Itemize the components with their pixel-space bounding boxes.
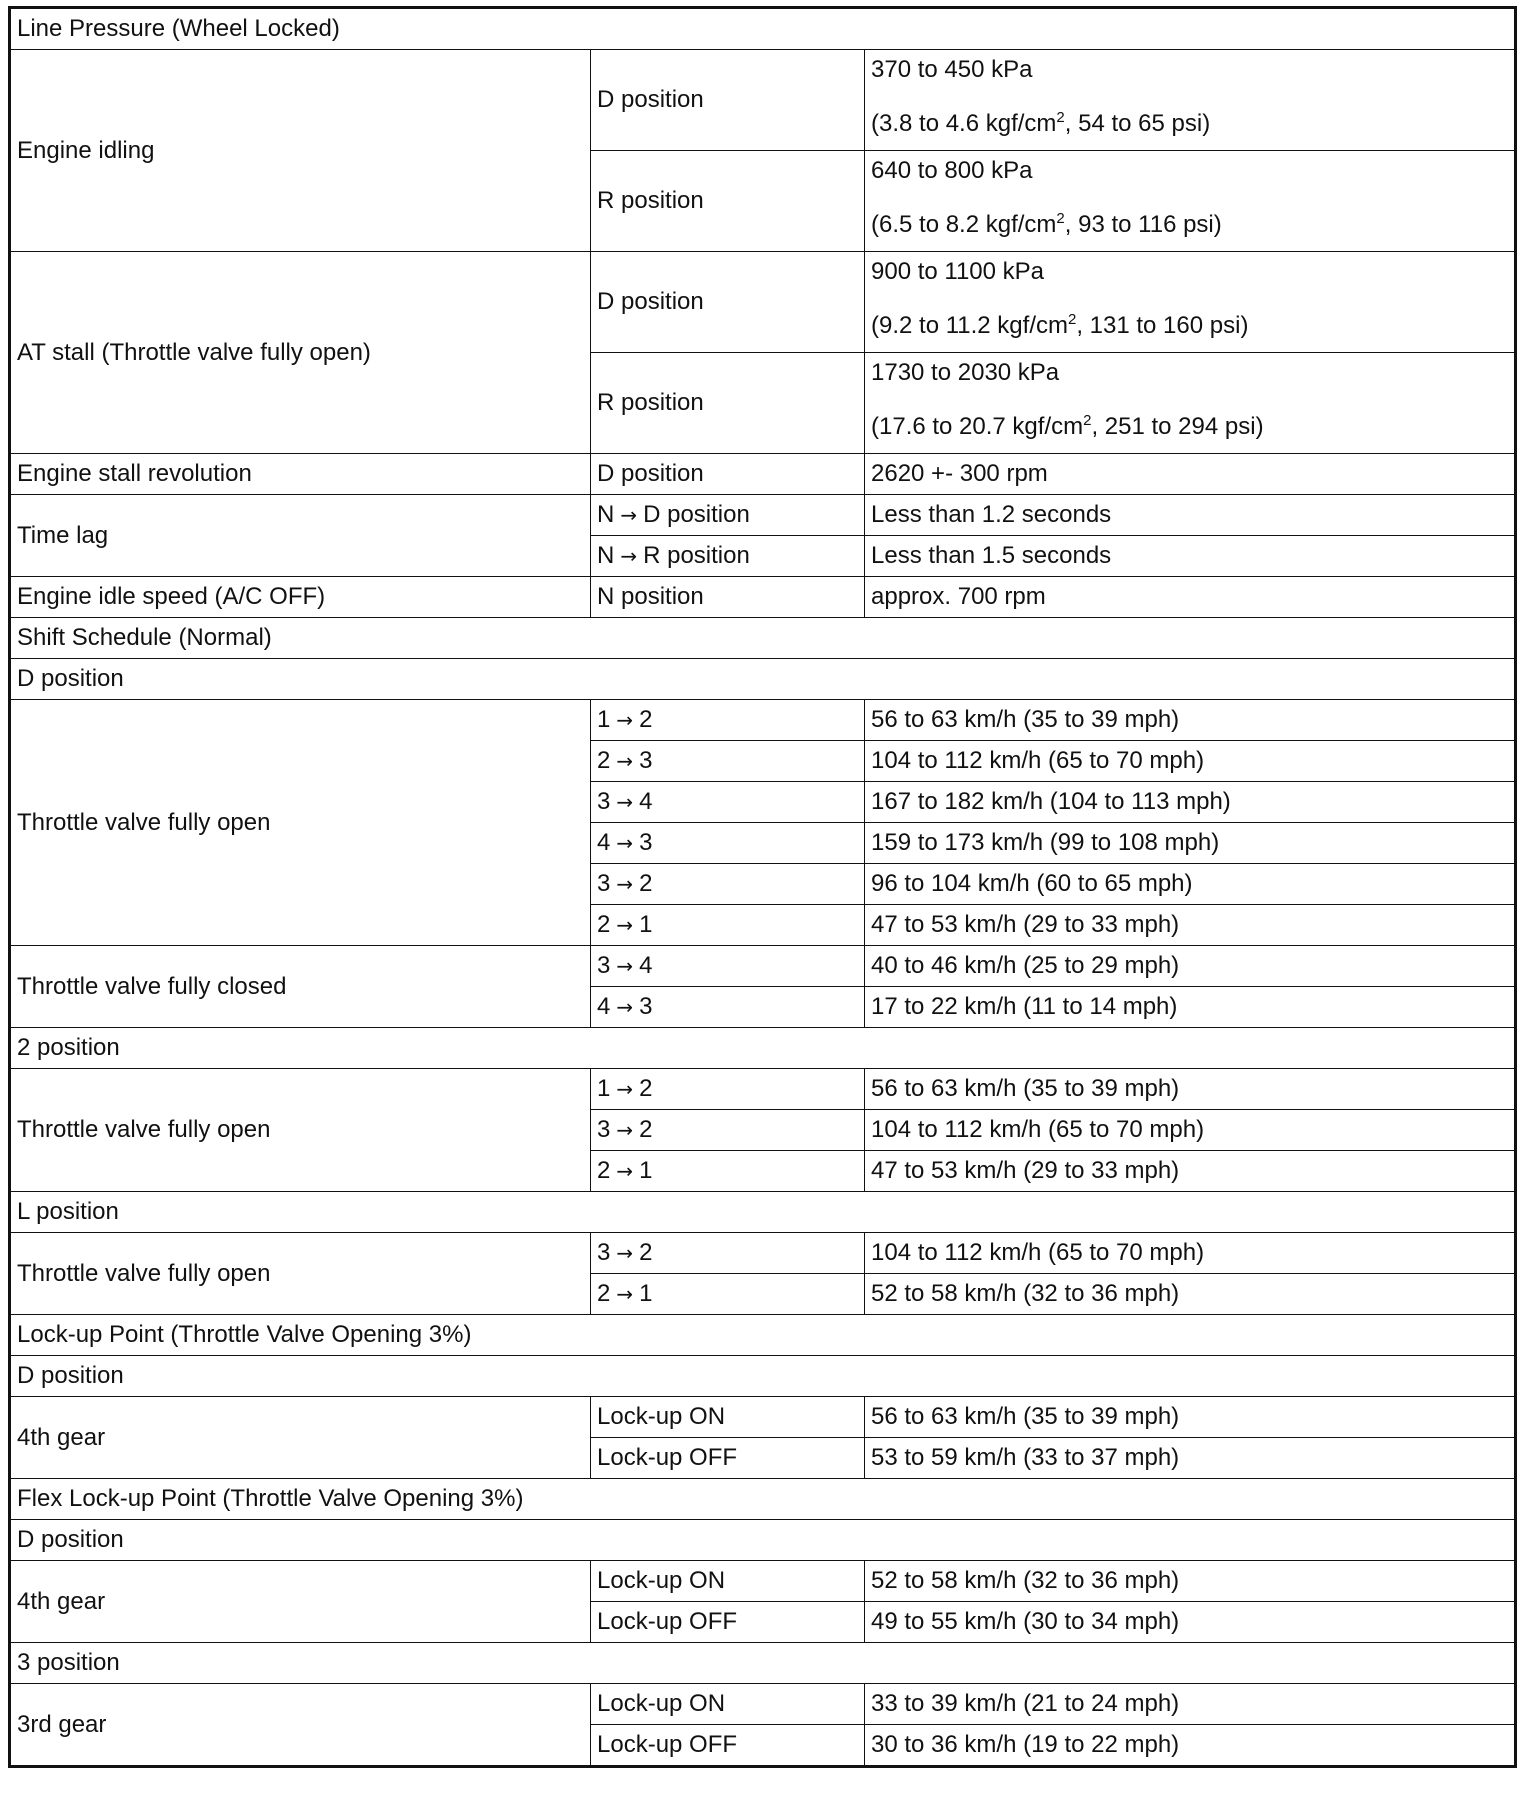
value-cell: 47 to 53 km/h (29 to 33 mph) (865, 1151, 1516, 1192)
value-cell: 30 to 36 km/h (19 to 22 mph) (865, 1725, 1516, 1767)
value-cell: Less than 1.5 seconds (865, 536, 1516, 577)
engine-idling-label: Engine idling (10, 50, 591, 252)
position-cell: D position (591, 50, 865, 151)
arrow-right-icon: → (620, 544, 638, 568)
lockup-state-cell: Lock-up ON (591, 1561, 865, 1602)
throttle-fully-open-label: Throttle valve fully open (10, 1233, 591, 1315)
position-cell: D position (591, 252, 865, 353)
engine-stall-label: Engine stall revolution (10, 454, 591, 495)
value-cell: 96 to 104 km/h (60 to 65 mph) (865, 864, 1516, 905)
value-cell: 159 to 173 km/h (99 to 108 mph) (865, 823, 1516, 864)
shift-cell: 2 → 1 (591, 1274, 865, 1315)
value-cell: 53 to 59 km/h (33 to 37 mph) (865, 1438, 1516, 1479)
position-cell: N position (591, 577, 865, 618)
gear-label: 4th gear (10, 1561, 591, 1643)
shift-cell: 3 → 4 (591, 782, 865, 823)
section-header-row (10, 618, 1516, 659)
shift-cell: 3 → 2 (591, 1233, 865, 1274)
section-header-row (10, 8, 1516, 50)
table-row (10, 577, 1516, 618)
shift-cell: 1 → 2 (591, 1069, 865, 1110)
arrow-right-icon: → (616, 913, 634, 937)
value-cell: 40 to 46 km/h (25 to 29 mph) (865, 946, 1516, 987)
shift-schedule-header: Shift Schedule (Normal) (10, 618, 1516, 659)
value-cell: 47 to 53 km/h (29 to 33 mph) (865, 905, 1516, 946)
table-row (10, 252, 1516, 353)
table-row (10, 454, 1516, 495)
shift-cell: 1 → 2 (591, 700, 865, 741)
subsection-header-row (10, 1356, 1516, 1397)
value-cell: 104 to 112 km/h (65 to 70 mph) (865, 1233, 1516, 1274)
gear-label: 3rd gear (10, 1684, 591, 1767)
value-cell: 104 to 112 km/h (65 to 70 mph) (865, 741, 1516, 782)
arrow-right-icon: → (616, 790, 634, 814)
l-position-header: L position (10, 1192, 1516, 1233)
shift-cell: 4 → 3 (591, 823, 865, 864)
table-row (10, 1397, 1516, 1438)
throttle-fully-open-label: Throttle valve fully open (10, 700, 591, 946)
table-row (10, 700, 1516, 741)
shift-cell: 2 → 3 (591, 741, 865, 782)
throttle-fully-open-label: Throttle valve fully open (10, 1069, 591, 1192)
value-cell: 1730 to 2030 kPa (17.6 to 20.7 kgf/$cm^2$, 251 to 294 psi) (865, 353, 1516, 454)
value-cell: 56 to 63 km/h (35 to 39 mph) (865, 700, 1516, 741)
table-row (10, 1684, 1516, 1725)
position-cell: N → R position (591, 536, 865, 577)
time-lag-label: Time lag (10, 495, 591, 577)
position-cell: R position (591, 151, 865, 252)
subsection-header-row (10, 1520, 1516, 1561)
d-position-header: D position (10, 1356, 1516, 1397)
value-cell: 52 to 58 km/h (32 to 36 mph) (865, 1561, 1516, 1602)
flex-lockup-header: Flex Lock-up Point (Throttle Valve Opening 3%) (10, 1479, 1516, 1520)
lockup-state-cell: Lock-up OFF (591, 1725, 865, 1767)
two-position-header: 2 position (10, 1028, 1516, 1069)
value-cell: 17 to 22 km/h (11 to 14 mph) (865, 987, 1516, 1028)
arrow-right-icon: → (616, 1118, 634, 1142)
table-row (10, 495, 1516, 536)
lockup-state-cell: Lock-up OFF (591, 1438, 865, 1479)
section-header-row (10, 1315, 1516, 1356)
value-cell: approx. 700 rpm (865, 577, 1516, 618)
arrow-right-icon: → (616, 872, 634, 896)
subsection-header-row (10, 659, 1516, 700)
position-cell: N → D position (591, 495, 865, 536)
arrow-right-icon: → (616, 1159, 634, 1183)
three-position-header: 3 position (10, 1643, 1516, 1684)
value-cell: 52 to 58 km/h (32 to 36 mph) (865, 1274, 1516, 1315)
subsection-header-row (10, 1643, 1516, 1684)
d-position-header: D position (10, 1520, 1516, 1561)
lockup-state-cell: Lock-up OFF (591, 1602, 865, 1643)
at-stall-label: AT stall (Throttle valve fully open) (10, 252, 591, 454)
table-row (10, 946, 1516, 987)
arrow-right-icon: → (616, 1241, 634, 1265)
shift-cell: 2 → 1 (591, 905, 865, 946)
value-cell: 56 to 63 km/h (35 to 39 mph) (865, 1397, 1516, 1438)
arrow-right-icon: → (616, 708, 634, 732)
shift-cell: 4 → 3 (591, 987, 865, 1028)
throttle-fully-closed-label: Throttle valve fully closed (10, 946, 591, 1028)
d-position-header: D position (10, 659, 1516, 700)
specification-table (8, 6, 1517, 1768)
table-row (10, 1561, 1516, 1602)
gear-label: 4th gear (10, 1397, 591, 1479)
value-cell: 640 to 800 kPa (6.5 to 8.2 kgf/$cm^2$, 93 to 116 psi) (865, 151, 1516, 252)
line-pressure-header: Line Pressure (Wheel Locked) (10, 8, 1516, 50)
value-cell: 56 to 63 km/h (35 to 39 mph) (865, 1069, 1516, 1110)
table-row (10, 1069, 1516, 1110)
arrow-right-icon: → (616, 831, 634, 855)
position-cell: R position (591, 353, 865, 454)
shift-cell: 3 → 2 (591, 1110, 865, 1151)
lockup-state-cell: Lock-up ON (591, 1684, 865, 1725)
value-cell: 104 to 112 km/h (65 to 70 mph) (865, 1110, 1516, 1151)
value-cell: Less than 1.2 seconds (865, 495, 1516, 536)
value-cell: 49 to 55 km/h (30 to 34 mph) (865, 1602, 1516, 1643)
value-cell: 2620 +- 300 rpm (865, 454, 1516, 495)
shift-cell: 3 → 2 (591, 864, 865, 905)
arrow-right-icon: → (620, 503, 638, 527)
shift-cell: 2 → 1 (591, 1151, 865, 1192)
lockup-header: Lock-up Point (Throttle Valve Opening 3%) (10, 1315, 1516, 1356)
engine-idle-speed-label: Engine idle speed (A/C OFF) (10, 577, 591, 618)
subsection-header-row (10, 1192, 1516, 1233)
arrow-right-icon: → (616, 749, 634, 773)
position-cell: D position (591, 454, 865, 495)
value-cell: 900 to 1100 kPa (9.2 to 11.2 kgf/$cm^2$, 131 to 160 psi) (865, 252, 1516, 353)
subsection-header-row (10, 1028, 1516, 1069)
table-row (10, 1233, 1516, 1274)
value-cell: 167 to 182 km/h (104 to 113 mph) (865, 782, 1516, 823)
arrow-right-icon: → (616, 995, 634, 1019)
arrow-right-icon: → (616, 954, 634, 978)
section-header-row (10, 1479, 1516, 1520)
value-cell: 33 to 39 km/h (21 to 24 mph) (865, 1684, 1516, 1725)
arrow-right-icon: → (616, 1282, 634, 1306)
lockup-state-cell: Lock-up ON (591, 1397, 865, 1438)
arrow-right-icon: → (616, 1077, 634, 1101)
table-row (10, 50, 1516, 151)
value-cell: 370 to 450 kPa (3.8 to 4.6 kgf/$cm^2$, 54 to 65 psi) (865, 50, 1516, 151)
shift-cell: 3 → 4 (591, 946, 865, 987)
